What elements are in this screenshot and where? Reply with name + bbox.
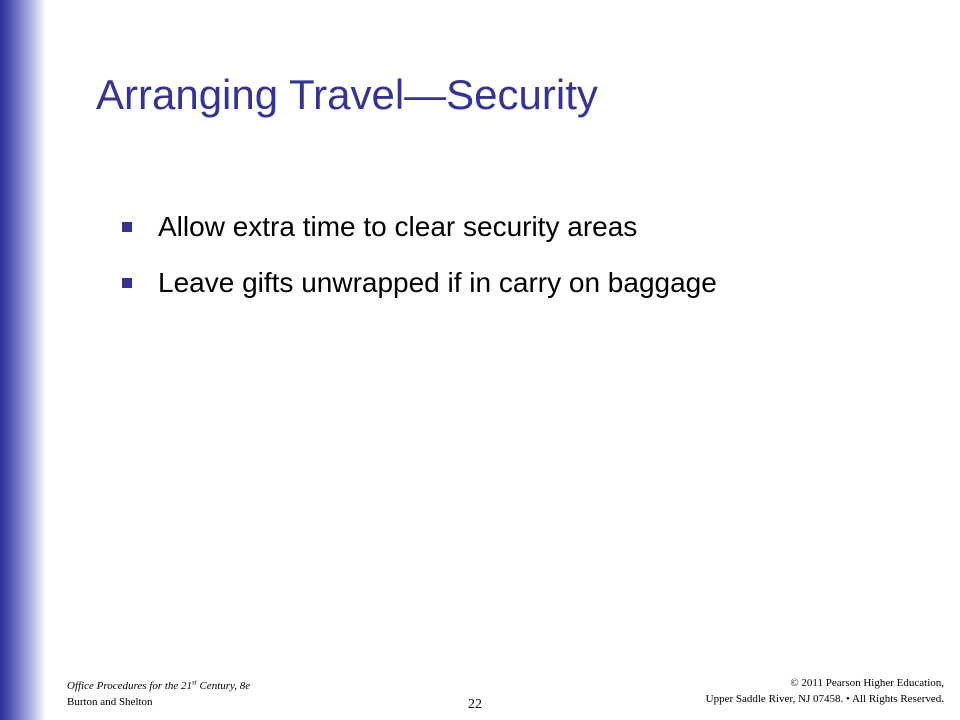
bullet-item (122, 255, 717, 311)
copyright-line-2: Upper Saddle River, NJ 07458. • All Rights Reserved. (705, 693, 944, 705)
footer-book-info (67, 678, 250, 710)
slide-title: Arranging Travel—Security (96, 71, 598, 118)
book-title-suffix: Century, 8e (196, 680, 251, 692)
square-bullet-icon (122, 222, 132, 232)
copyright-line-1: © 2011 Pearson Higher Education, (790, 677, 944, 689)
page-number: 22 (468, 697, 482, 712)
slide-side-gradient-bar (0, 0, 46, 720)
bullet-text: Allow extra time to clear security areas (158, 211, 638, 242)
square-bullet-icon (122, 278, 132, 288)
book-title-superscript: st (192, 678, 197, 687)
bullet-list (122, 199, 717, 311)
footer-book-title (67, 678, 250, 694)
book-title-prefix: Office Procedures for the 21 (67, 680, 193, 692)
bullet-text: Leave gifts unwrapped if in carry on baggage (158, 267, 717, 298)
bullet-item (122, 199, 717, 255)
footer-authors: Burton and Shelton (67, 696, 153, 708)
footer-copyright (706, 675, 944, 707)
